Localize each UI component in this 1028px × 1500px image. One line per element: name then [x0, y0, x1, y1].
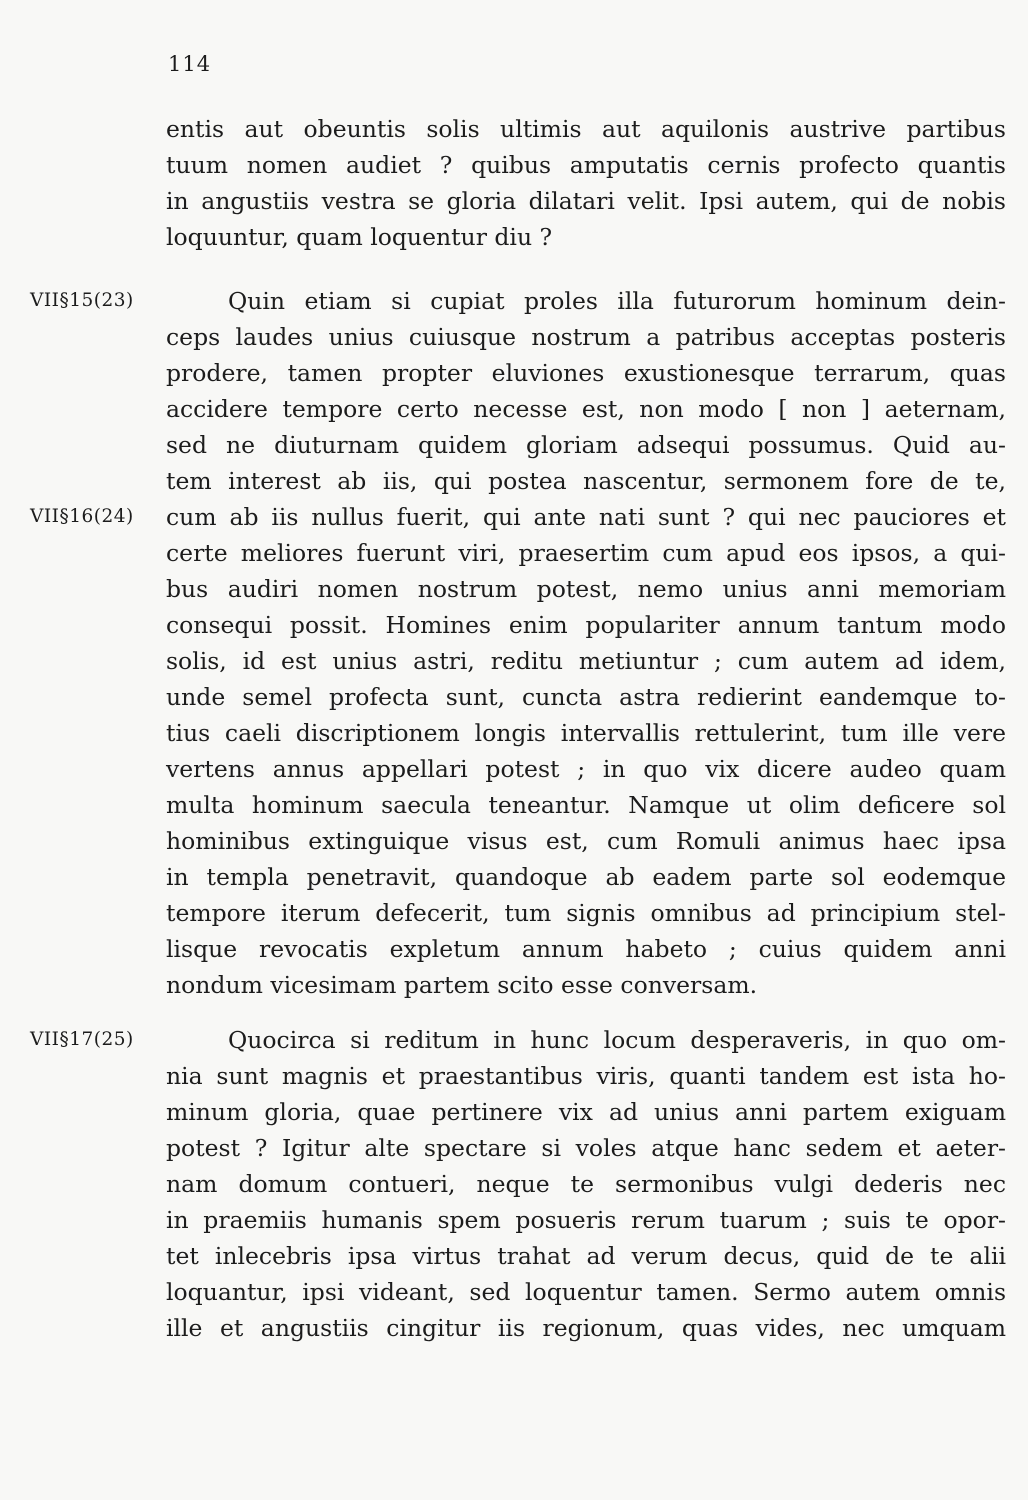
text-line: tempore iterum defecerit, tum signis omnibus ad principium stel-: [166, 899, 1006, 927]
text-line: multa hominum saecula teneantur. Namque ut olim deficere sol: [166, 791, 1006, 819]
text-line: unde semel profecta sunt, cuncta astra redierint eandemque to-: [166, 683, 1006, 711]
text-line: nondum vicesimam partem scito esse conversam.: [166, 971, 758, 999]
text-line: consequi possit. Homines enim populariter annum tantum modo: [166, 611, 1006, 639]
text-line: Quin etiam si cupiat proles illa futurorum hominum dein-: [228, 287, 1006, 315]
text-line: certe meliores fuerunt viri, praesertim cum apud eos ipsos, a qui-: [166, 539, 1006, 567]
section-marker: VII§15(23): [30, 290, 134, 311]
text-line: tuum nomen audiet ? quibus amputatis cernis profecto quantis: [166, 151, 1006, 179]
text-line: minum gloria, quae pertinere vix ad unius anni partem exiguam: [166, 1098, 1006, 1126]
text-line: in angustiis vestra se gloria dilatari velit. Ipsi autem, qui de nobis: [166, 187, 1006, 215]
text-line: tius caeli discriptionem longis intervallis rettulerint, tum ille vere: [166, 719, 1006, 747]
text-line: vertens annus appellari potest ; in quo vix dicere audeo quam: [166, 755, 1006, 783]
text-line: sed ne diuturnam quidem gloriam adsequi possumus. Quid au-: [166, 431, 1006, 459]
text-line: accidere tempore certo necesse est, non modo [ non ] aeternam,: [166, 395, 1006, 423]
text-line: loquantur, ipsi videant, sed loquentur tamen. Sermo autem omnis: [166, 1278, 1006, 1306]
text-line: tem interest ab iis, qui postea nascentur, sermonem fore de te,: [166, 467, 1006, 495]
text-line: solis, id est unius astri, reditu metiuntur ; cum autem ad idem,: [166, 647, 1006, 675]
text-line: nia sunt magnis et praestantibus viris, quanti tandem est ista ho-: [166, 1062, 1006, 1090]
text-line: Quocirca si reditum in hunc locum desperaveris, in quo om-: [228, 1026, 1006, 1054]
text-line: tet inlecebris ipsa virtus trahat ad verum decus, quid de te alii: [166, 1242, 1006, 1270]
text-line: lisque revocatis expletum annum habeto ; cuius quidem anni: [166, 935, 1006, 963]
text-line: prodere, tamen propter eluviones exustionesque terrarum, quas: [166, 359, 1006, 387]
text-line: loquuntur, quam loquentur diu ?: [166, 223, 553, 251]
text-line: hominibus extinguique visus est, cum Romuli animus haec ipsa: [166, 827, 1006, 855]
section-marker: VII§17(25): [30, 1029, 134, 1050]
text-line: in templa penetravit, quandoque ab eadem parte sol eodemque: [166, 863, 1006, 891]
text-line: entis aut obeuntis solis ultimis aut aquilonis austrive partibus: [166, 115, 1006, 143]
text-line: ceps laudes unius cuiusque nostrum a patribus acceptas posteris: [166, 323, 1006, 351]
section-marker: VII§16(24): [30, 506, 134, 527]
text-line: potest ? Igitur alte spectare si voles atque hanc sedem et aeter-: [166, 1134, 1006, 1162]
page-number: 114: [168, 52, 212, 76]
text-line: ille et angustiis cingitur iis regionum, quas vides, nec umquam: [166, 1314, 1006, 1342]
text-line: bus audiri nomen nostrum potest, nemo unius anni memoriam: [166, 575, 1006, 603]
text-line: cum ab iis nullus fuerit, qui ante nati sunt ? qui nec pauciores et: [166, 503, 1006, 531]
text-line: in praemiis humanis spem posueris rerum tuarum ; suis te opor-: [166, 1206, 1006, 1234]
text-line: nam domum contueri, neque te sermonibus vulgi dederis nec: [166, 1170, 1006, 1198]
